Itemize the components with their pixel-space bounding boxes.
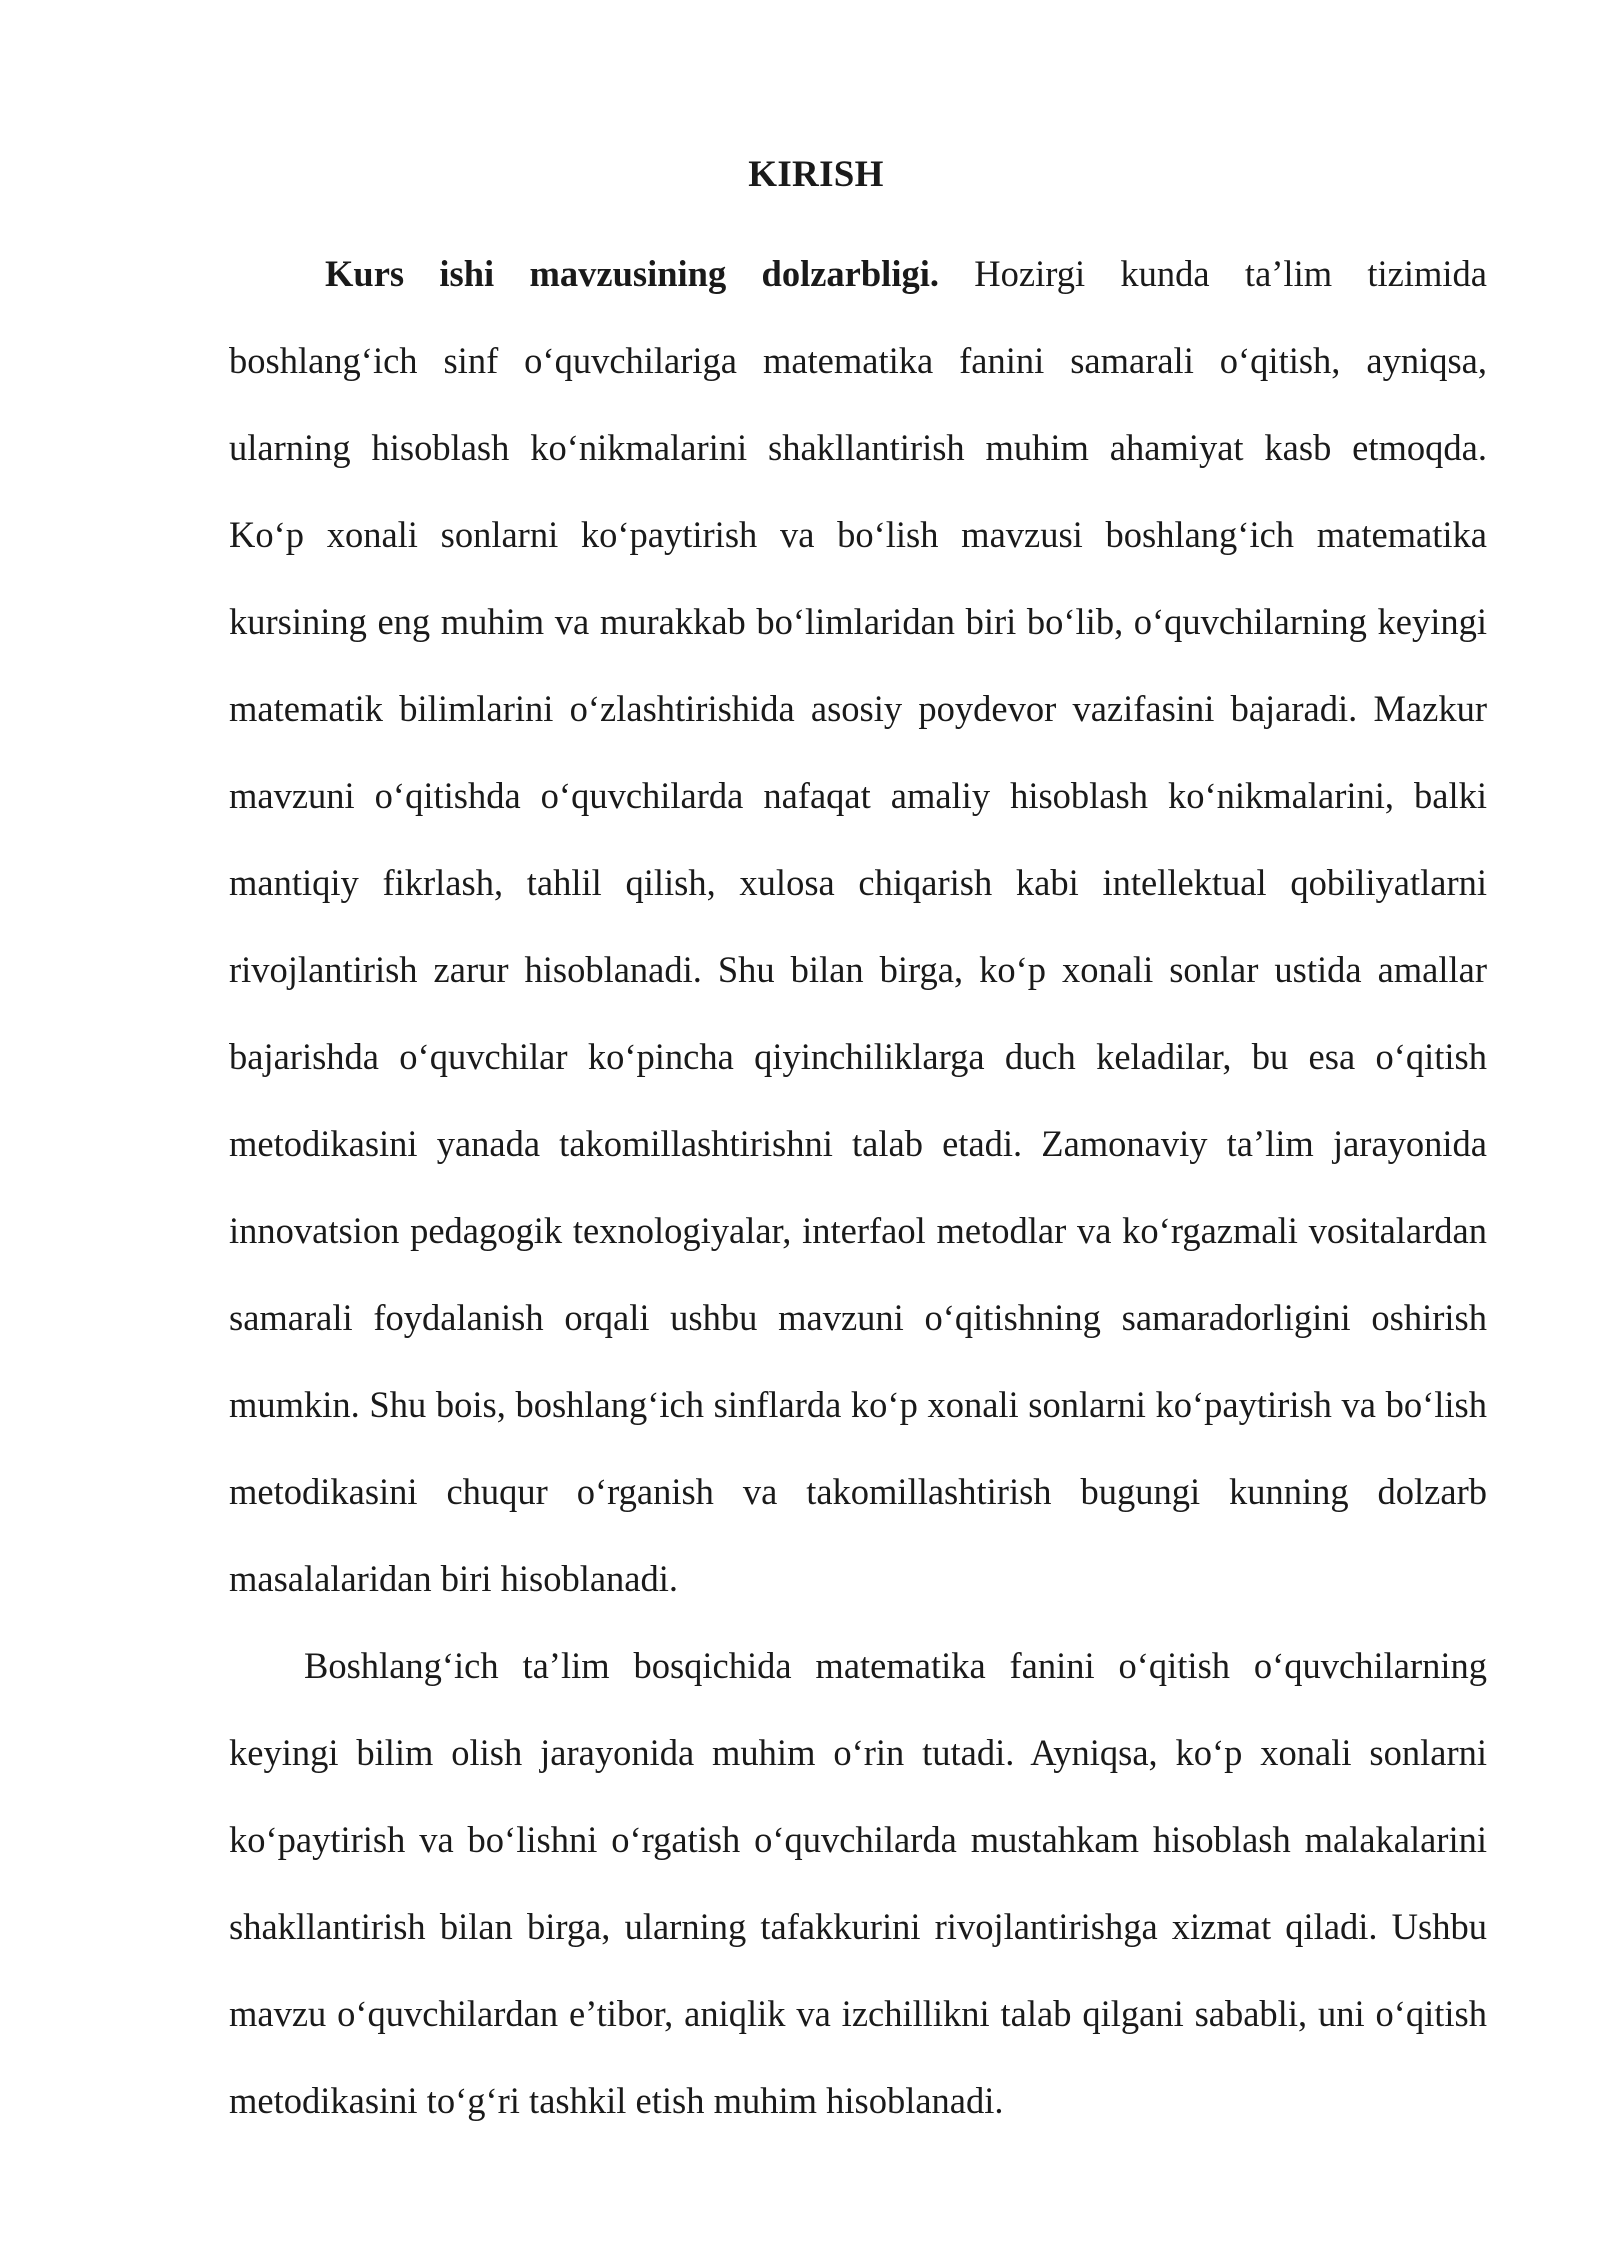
- paragraph-lead: Kurs ishi mavzusining dolzarbligi.: [325, 253, 939, 294]
- section-heading: KIRISH: [748, 154, 884, 195]
- paragraph-relevance: [229, 230, 1487, 1622]
- paragraph-text: Hozirgi kunda ta’lim tizimida boshlang‘ich sinf o‘quvchilariga matematika fanini samarali o‘qitish, ayniqsa, ularning hisoblash ko‘nikmalarini shakllantirish muhim ahamiyat kasb etmoqda. Ko‘p xonali sonlarni ko‘paytirish va bo‘lish mavzusi boshlang‘ich matematika kursining eng muhim va murakkab bo‘limlaridan biri bo‘lib, o‘quvchilarning keyingi matematik bilimlarini o‘zlashtirishida asosiy poydevor vazifasini bajaradi. Mazkur mavzuni o‘qitishda o‘quvchilarda nafaqat amaliy hisoblash ko‘nikmalarini, balki mantiqiy fikrlash, tahlil qilish, xulosa chiqarish kabi intellektual qobiliyatlarni rivojlantirish zarur hisoblanadi. Shu bilan birga, ko‘p xonali sonlar ustida amallar bajarishda o‘quvchilar ko‘pincha qiyinchiliklarga duch keladilar, bu esa o‘qitish metodikasini yanada takomillashtirishni talab etadi. Zamonaviy ta’lim jarayonida innovatsion pedagogik texnologiyalar, interfaol metodlar va ko‘rgazmali vositalardan samarali foydalanish orqali ushbu mavzuni o‘qitishning samaradorligini oshirish mumkin. Shu bois, boshlang‘ich sinflarda ko‘p xonali sonlarni ko‘paytirish va bo‘lish metodikasini chuqur o‘rganish va takomillashtirish bugungi kunning dolzarb masalalaridan biri hisoblanadi.: [229, 253, 1488, 1599]
- document-body: [229, 230, 1487, 2144]
- paragraph-text: Boshlang‘ich ta’lim bosqichida matematika fanini o‘qitish o‘quvchilarning keyingi bilim olish jarayonida muhim o‘rin tutadi. Ayniqsa, ko‘p xonali sonlarni ko‘paytirish va bo‘lishni o‘rgatish o‘quvchilarda mustahkam hisoblash malakalarini shakllantirish bilan birga, ularning tafakkurini rivojlantirishga xizmat qiladi. Ushbu mavzu o‘quvchilardan e’tibor, aniqlik va izchillikni talab qilgani sababli, uni o‘qitish metodikasini to‘g‘ri tashkil etish muhim hisoblanadi.: [229, 1645, 1487, 2121]
- paragraph-primary-education: [229, 1622, 1487, 2144]
